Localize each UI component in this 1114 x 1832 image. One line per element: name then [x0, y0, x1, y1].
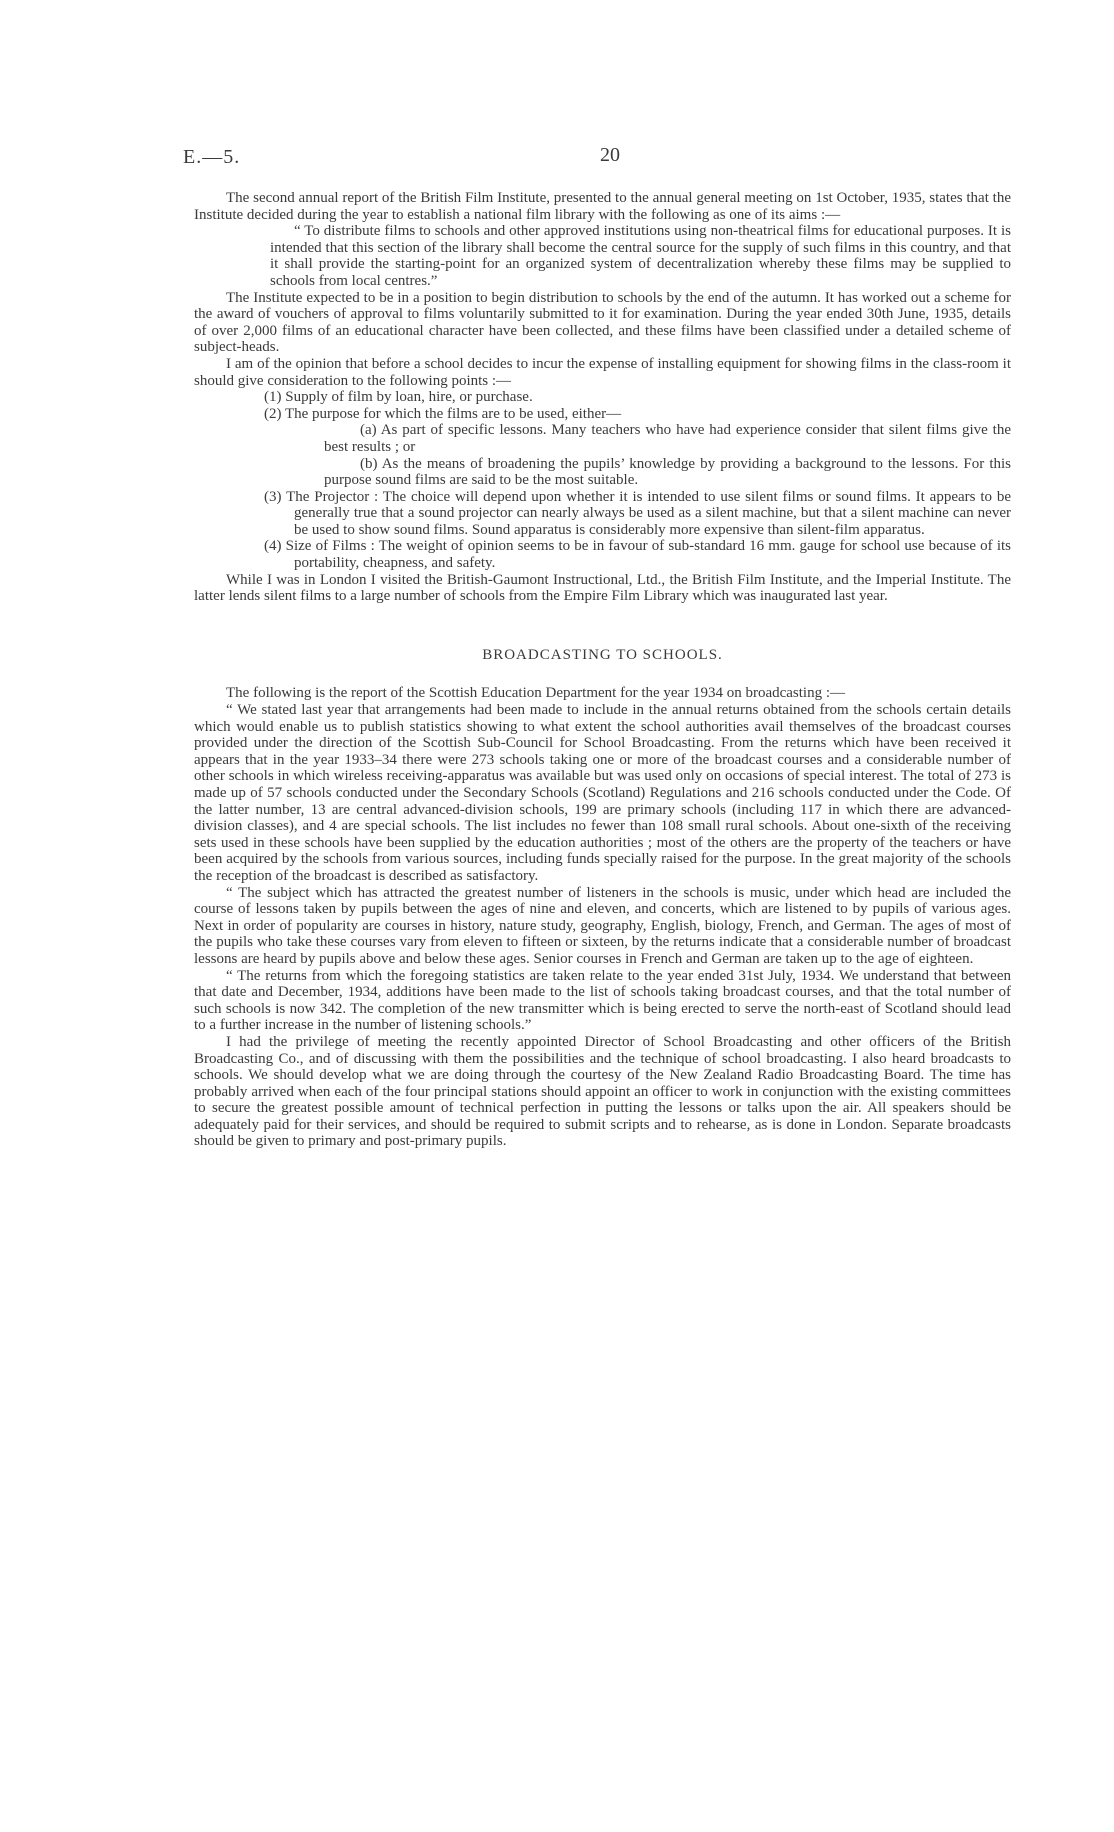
paragraph-scottish-report-intro: The following is the report of the Scottish Education Department for the year 1934 on broadcasting :— [226, 685, 846, 702]
document-body [194, 190, 1011, 1150]
quote-broadcast-subjects: “ The subject which has attracted the greatest number of listeners in the schools is music, under which head are included the course of lessons taken by pupils between the ages of nine and eleven, and concerts, which are listened to by pupils of various ages. Next in order of popularity are courses in history, nature study, geography, English, biology, French, and German. The ages of most of the pupils who take these courses vary from eleven to fifteen or sixteen, by the returns indicate that a considerable number of broadcast lessons are heard by pupils above and below these ages. Senior courses in French and German are taken up to the age of eighteen. [194, 884, 1011, 967]
document-reference: E.—5. [183, 146, 241, 168]
list-subitem-specific-lessons: (a) As part of specific lessons. Many teachers who have had experience consider that silent films give the best results ; or [324, 422, 1011, 455]
section-heading-broadcasting: BROADCASTING TO SCHOOLS. [482, 646, 723, 663]
list-item-purpose: (2) The purpose for which the films are to be used, either— [264, 405, 622, 422]
quote-broadcast-statistics: “ We stated last year that arrangements had been made to include in the annual returns obtained from the schools certain details which would enable us to publish statistics showing to what extent the school authorities avail themselves of the broadcast courses provided under the direction of the Scottish Sub-Council for School Broadcasting. From the returns which have been received it appears that in the year 1933–34 there were 273 schools taking one or more of the broadcast courses and a considerable number of other schools in which wireless receiving-apparatus was available but was used only on occasions of special interest. The total of 273 is made up of 57 schools conducted under the Secondary Schools (Scotland) Regulations and 216 schools conducted under the Code. Of the latter number, 13 are central advanced-division schools, 199 are primary schools (including 117 in which there are advanced-division classes), and 4 are special schools. The list includes no fewer than 108 small rural schools. About one-sixth of the receiving sets used in these schools have been supplied by the education authorities ; most of the others are the property of the teachers or have been acquired by the schools from various sources, including funds specially raised for the purpose. In the great majority of the schools the reception of the broadcast is described as satisfactory. [194, 702, 1011, 884]
paragraph-institute-distribution: The Institute expected to be in a position to begin distribution to schools by the end of the autumn. It has worked out a scheme for the award of vouchers of approval to films voluntarily submitted to it for examination. During the year ended 30th June, 1935, details of over 2,000 films of an educational character have been collected, and these films have been classified under a detailed scheme of subject-heads. [194, 289, 1011, 356]
paragraph-equipment-considerations: I am of the opinion that before a school decides to incur the expense of installing equipment for showing films in the class-room it should give consideration to the following points :— [194, 355, 1011, 389]
list-subitem-broadening: (b) As the means of broadening the pupils’ knowledge by providing a background to the lessons. For this purpose sound films are said to be the most suitable. [324, 455, 1011, 489]
page-number: 20 [600, 144, 620, 166]
list-item-projector: (3) The Projector : The choice will depend upon whether it is intended to use silent films or sound films. It appears to be generally true that a sound projector can nearly always be used as a silent machine, but that a silent machine can never be used to show sound films. Sound apparatus is considerably more expensive than silent-film apparatus. [264, 488, 1011, 538]
paragraph-film-institute-report: The second annual report of the British Film Institute, presented to the annual general meeting on 1st October, 1935, states that the Institute decided during the year to establish a national film library with the following as one of its aims :— [194, 190, 1011, 223]
paragraph-london-visit: While I was in London I visited the British-Gaumont Instructional, Ltd., the British Film Institute, and the Imperial Institute. The latter lends silent films to a large number of schools from the Empire Film Library which was inaugurated last year. [194, 571, 1011, 605]
list-item-supply: (1) Supply of film by loan, hire, or purchase. [264, 389, 533, 406]
quote-film-distribution-aim: “ To distribute films to schools and other approved institutions using non-theatrical films for educational purposes. It is intended that this section of the library shall become the central source for the supply of such films in this country, and that it shall provide the starting-point for an organized system of decentralization whereby these films may be supplied to schools from local centres.” [270, 223, 1011, 289]
paragraph-school-broadcasting-recommendations: I had the privilege of meeting the recently appointed Director of School Broadcasting and other officers of the British Broadcasting Co., and of discussing with them the possibilities and the technique of school broadcasting. I also heard broadcasts to schools. We should develop what we are doing through the courtesy of the New Zealand Radio Broadcasting Board. The time has probably arrived when each of the four principal stations should appoint an officer to work in conjunction with the existing committees to secure the greatest possible amount of technical perfection in putting the lessons or talks upon the air. All speakers should be adequately paid for their services, and should be required to submit scripts and to rehearse, as is done in London. Separate broadcasts should be given to primary and post-primary pupils. [194, 1033, 1011, 1150]
list-item-size-of-films: (4) Size of Films : The weight of opinion seems to be in favour of sub-standard 16 mm. gauge for school use because of its portability, cheapness, and safety. [264, 538, 1011, 572]
quote-broadcast-returns: “ The returns from which the foregoing statistics are taken relate to the year ended 31st July, 1934. We understand that between that date and December, 1934, additions have been made to the list of schools taking broadcast courses, and that the total number of such schools is now 342. The completion of the new transmitter which is being erected to serve the north-east of Scotland should lead to a further increase in the number of listening schools.” [194, 967, 1011, 1034]
